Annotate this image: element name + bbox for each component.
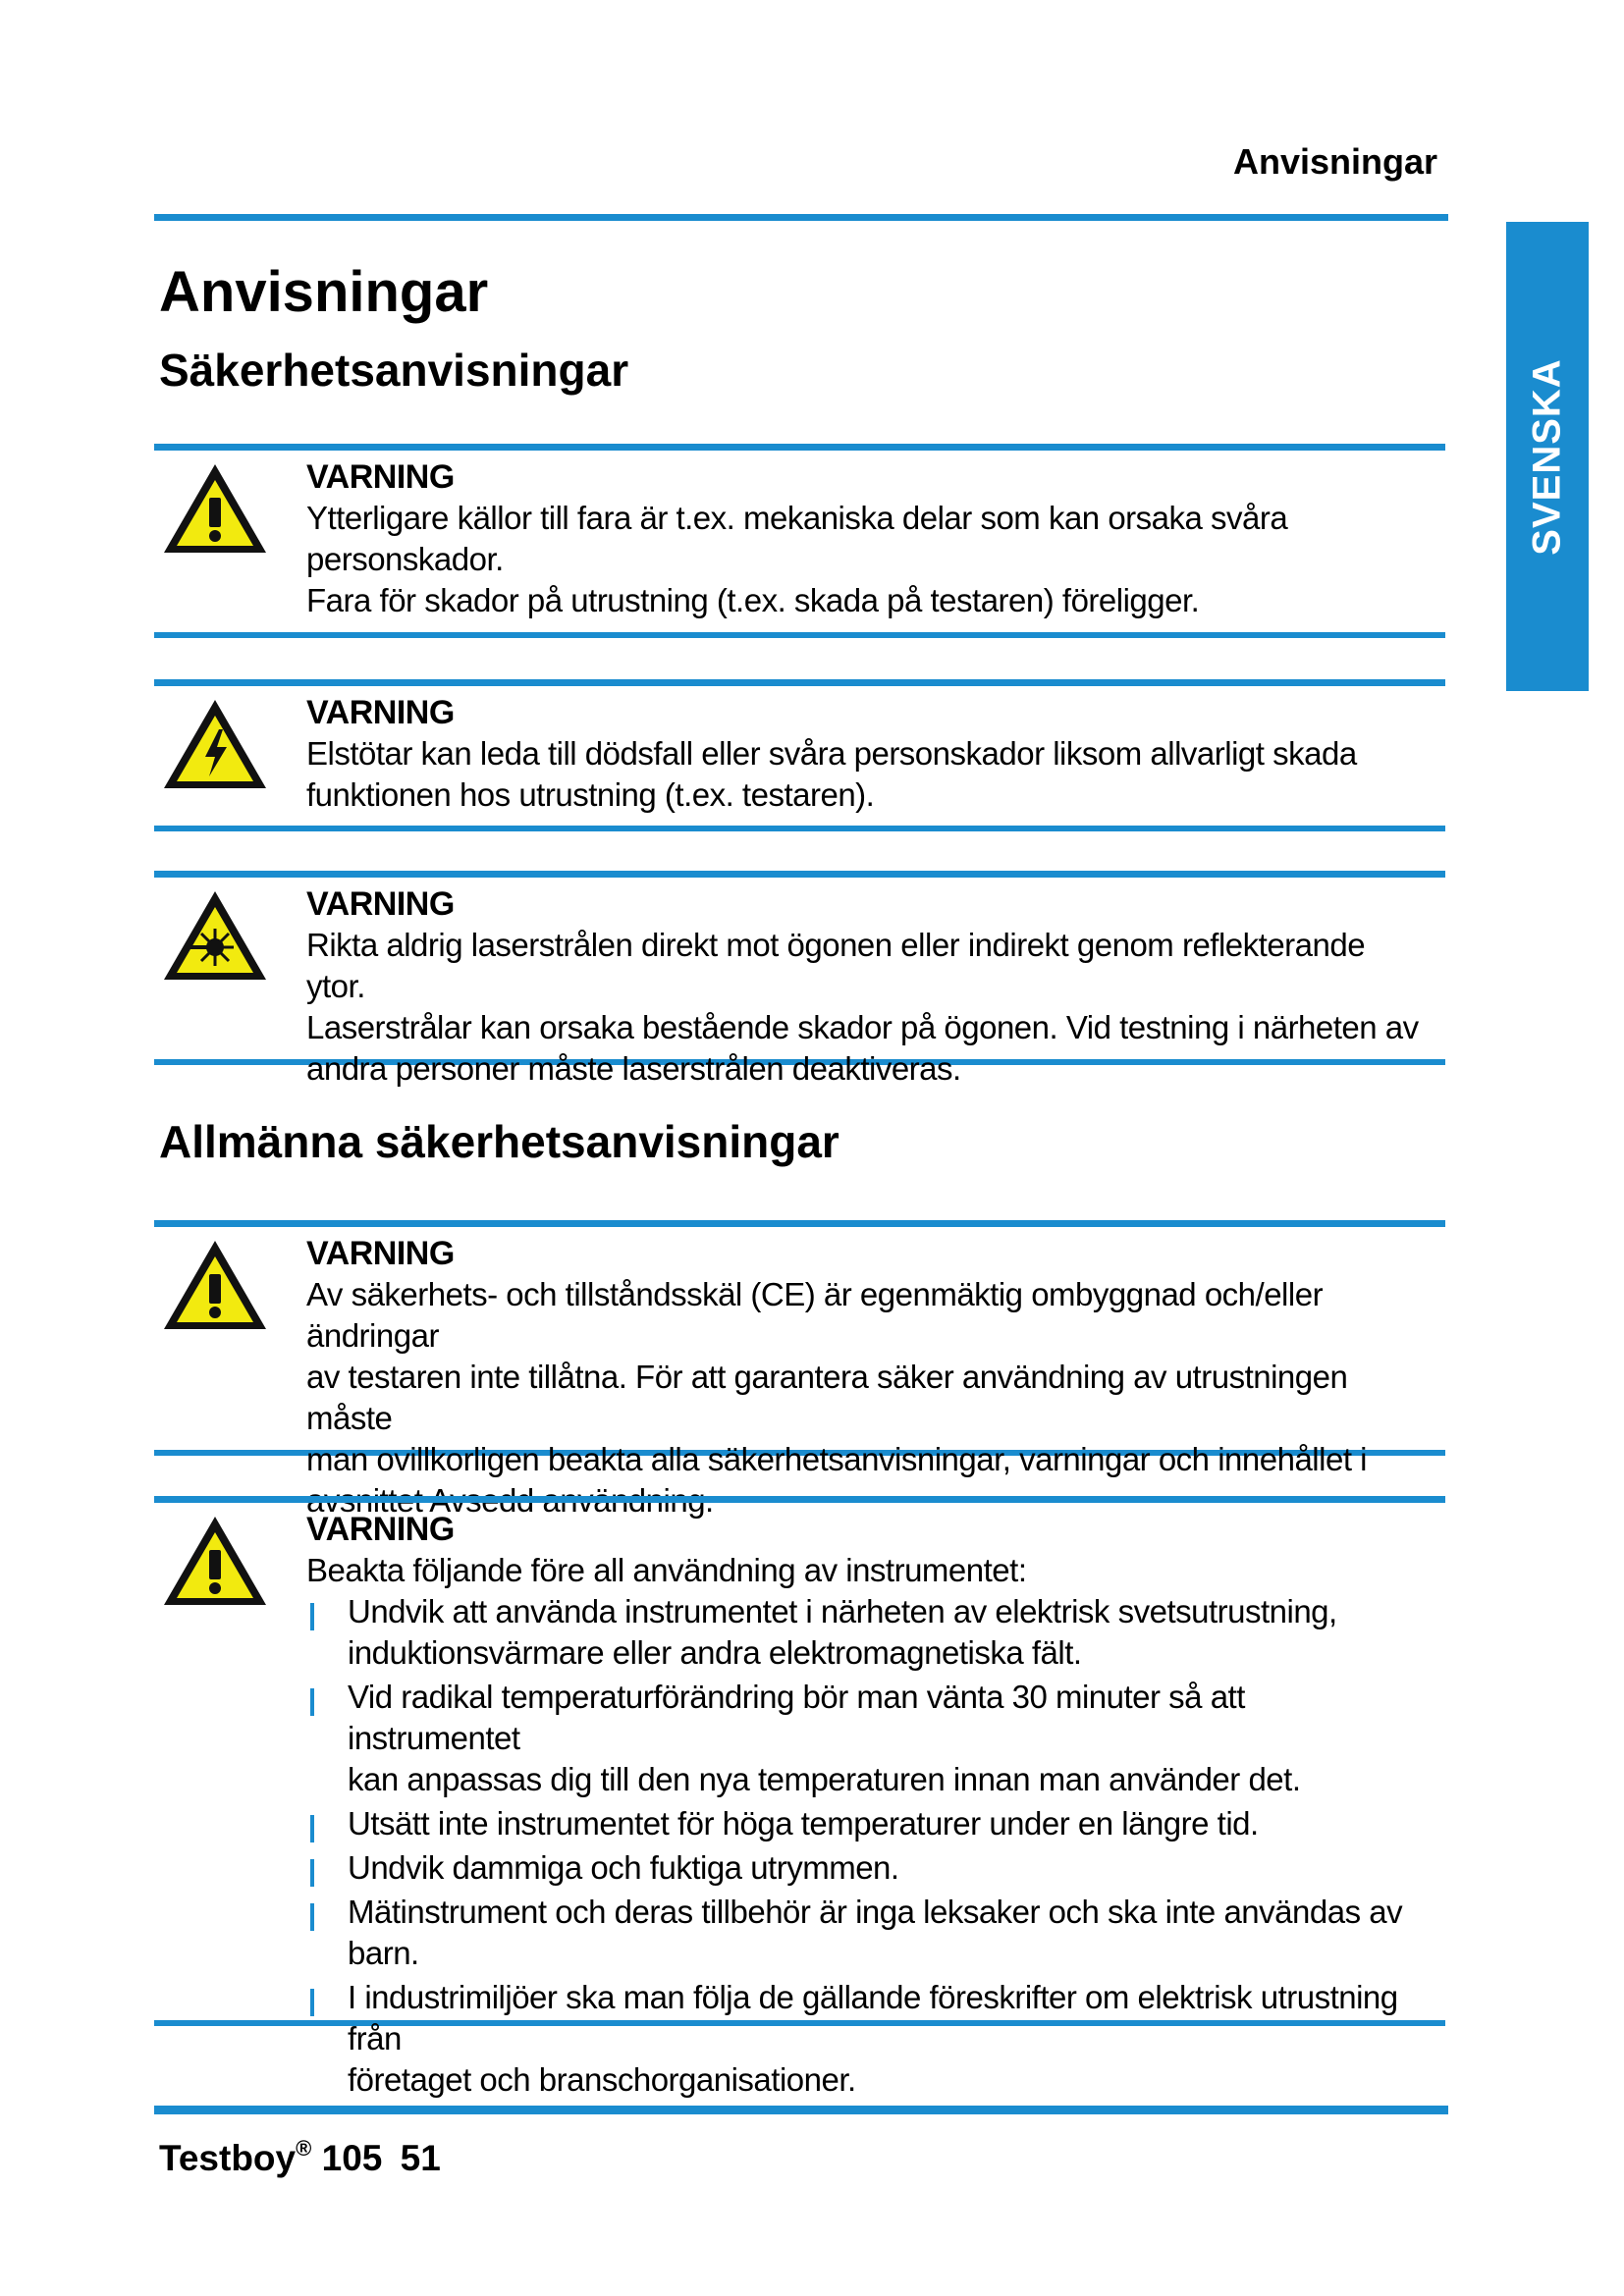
laser-hazard-icon [160, 887, 270, 986]
footer-model: 105 [321, 2138, 383, 2178]
bullet-text-line: induktionsvärmare eller andra elektromagnetiska fält. [348, 1634, 1082, 1671]
bullet-text-line: Undvik dammiga och fuktiga utrymmen. [348, 1849, 899, 1886]
bullet-text-line: Utsätt inte instrumentet för höga temperaturer under en längre tid. [348, 1805, 1259, 1842]
bullet-item [306, 1847, 1426, 1889]
warning-text-line: Rikta aldrig laserstrålen direkt mot ögonen eller indirekt genom reflekterande ytor. [306, 927, 1366, 1004]
footer-rule [154, 2106, 1448, 2114]
warning-text-line: Av säkerhets- och tillståndsskäl (CE) är egenmäktig ombyggnad och/eller ändringar [306, 1276, 1324, 1354]
bullet-list [306, 1591, 1426, 2101]
warning-exclamation-icon [160, 1237, 270, 1335]
warning-text-line: Elstötar kan leda till dödsfall eller svåra personskador liksom allvarligt skada [306, 735, 1357, 772]
bullet-item [306, 1892, 1426, 1974]
bullet-item [306, 1803, 1426, 1844]
registered-mark: ® [296, 2136, 312, 2161]
warning-exclamation-icon [160, 1513, 270, 1611]
warning-label: VARNING [306, 1511, 455, 1548]
warning-intro: Beakta följande före all användning av instrumentet: [306, 1552, 1027, 1588]
language-tab-label: SVENSKA [1525, 357, 1569, 556]
bullet-text-line: barn. [348, 1935, 419, 1971]
warning-label: VARNING [306, 458, 455, 496]
warning-box [154, 1220, 1445, 1519]
footer [159, 2138, 441, 2179]
header-rule [154, 214, 1448, 221]
bullet-text-line: Mätinstrument och deras tillbehör är inga leksaker och ska inte användas av [348, 1894, 1403, 1930]
warning-box [154, 444, 1445, 638]
page-title: Anvisningar [159, 260, 489, 324]
warning-text-line: Ytterligare källor till fara är t.ex. mekaniska delar som kan orsaka svåra [306, 500, 1288, 536]
bullet-text-line: I industrimiljöer ska man följa de gällande föreskrifter om elektrisk utrustning från [348, 1979, 1398, 2056]
language-tab [1506, 222, 1589, 691]
electric-hazard-icon [160, 696, 270, 794]
footer-brand: Testboy [159, 2138, 297, 2178]
bullet-text-line: kan anpassas dig till den nya temperaturen innan man använder det. [348, 1761, 1301, 1797]
bullet-item [306, 1977, 1426, 2101]
warning-text-line: Fara för skador på utrustning (t.ex. skada på testaren) föreligger. [306, 582, 1200, 618]
warning-text-line: andra personer måste laserstrålen deaktiveras. [306, 1050, 961, 1087]
warning-text-line: funktionen hos utrustning (t.ex. testaren). [306, 776, 875, 813]
warning-text-line: personskador. [306, 541, 504, 577]
warning-text-line: avsnittet Avsedd användning. [306, 1482, 714, 1519]
warning-text-line: man ovillkorligen beakta alla säkerhetsanvisningar, varningar och innehållet i [306, 1441, 1367, 1477]
bullet-item [306, 1677, 1426, 1800]
warning-text-line: Laserstrålar kan orsaka bestående skador på ögonen. Vid testning i närheten av [306, 1009, 1419, 1045]
page-number: 51 [400, 2138, 441, 2178]
bullet-text-line: företaget och branschorganisationer. [348, 2061, 856, 2098]
warning-label: VARNING [306, 694, 455, 731]
running-header-title: Anvisningar [1232, 141, 1437, 182]
section-title-safety: Säkerhetsanvisningar [159, 345, 629, 396]
warning-box [154, 679, 1445, 831]
bullet-text-line: Vid radikal temperaturförändring bör man vänta 30 minuter så att instrumentet [348, 1679, 1245, 1756]
section-title-general-safety: Allmänna säkerhetsanvisningar [159, 1116, 839, 1167]
bullet-item [306, 1591, 1426, 1674]
warning-box [154, 871, 1445, 1087]
warning-box [154, 1496, 1445, 2098]
bullet-text-line: Undvik att använda instrumentet i närheten av elektrisk svetsutrustning, [348, 1593, 1337, 1629]
warning-label: VARNING [306, 1235, 455, 1272]
warning-text-line: av testaren inte tillåtna. För att garantera säker användning av utrustningen måste [306, 1359, 1348, 1436]
warning-exclamation-icon [160, 460, 270, 559]
warning-label: VARNING [306, 885, 455, 923]
